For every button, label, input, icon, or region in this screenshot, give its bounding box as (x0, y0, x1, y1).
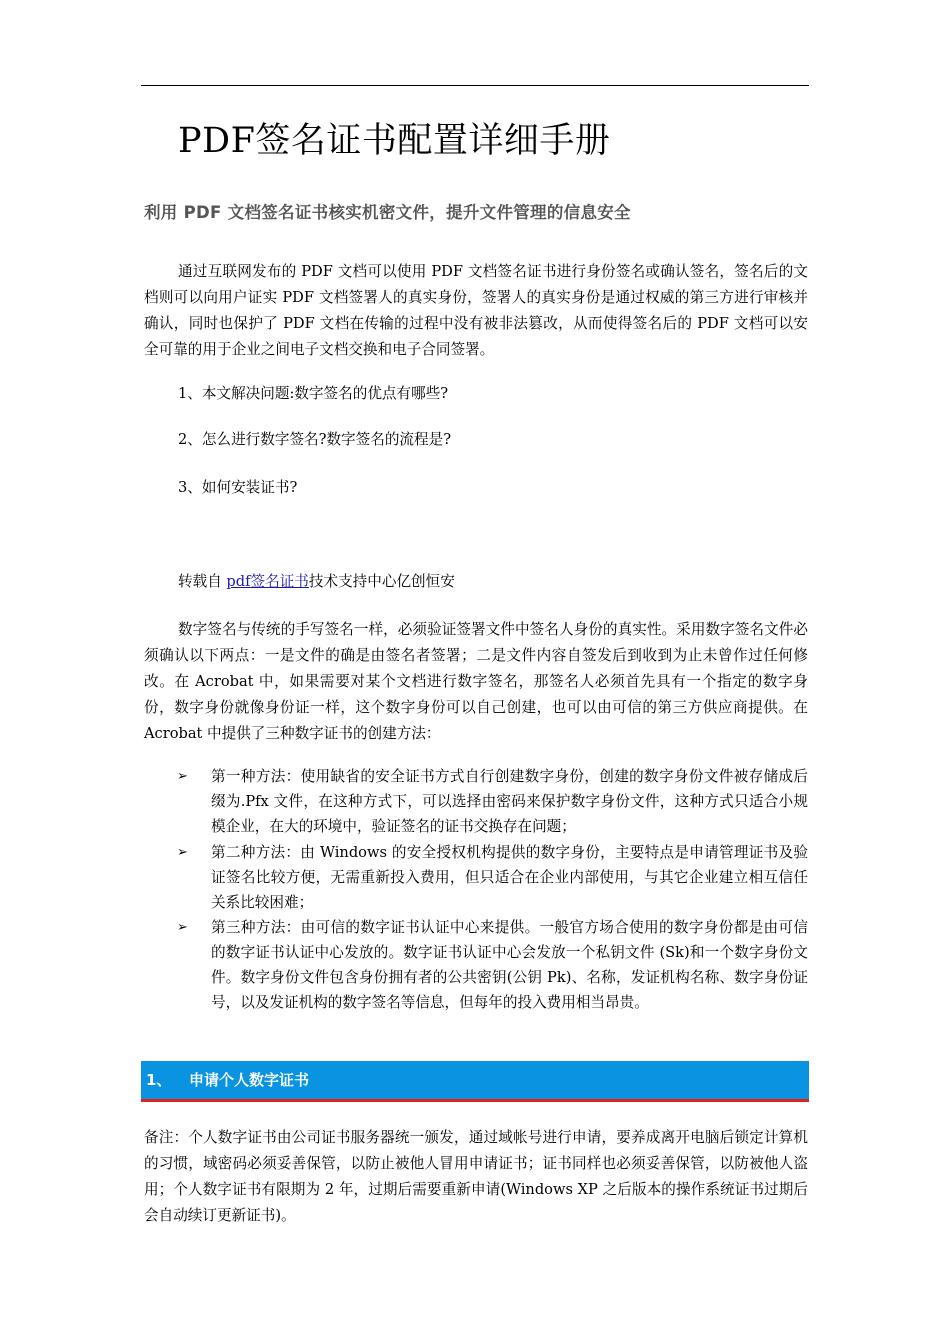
method-text-2: 第二种方法：由 Windows 的安全授权机构提供的数字身份，主要特点是申请管理证书及验证签名比较方便，无需重新投入费用，但只适合在企业内部使用，与其它企业建立相互信任关系比较困难； (211, 844, 808, 911)
method-item-1 (177, 764, 808, 839)
arrow-bullet-icon: ➢ (177, 845, 188, 860)
question-3: 3、如何安装证书? (178, 479, 298, 496)
section-number: 1、 (146, 1071, 172, 1089)
source-link[interactable]: pdf签名证书 (226, 573, 309, 590)
body-paragraph: 数字签名与传统的手写签名一样，必须验证签署文件中签名人身份的真实性。采用数字签名文件必须确认以下两点：一是文件的确是由签名者签署；二是文件内容自签发后到收到为止未曾作过任何修改。在 Acrobat 中，如果需要对某个文档进行数字签名，那签名人必须首先具有一个指定的数字身份，数字身份就像身份证一样，这个数字身份可以自己创建，也可以由可信的第三方供应商提供。在 Acrobat 中提供了三种数字证书的创建方法： (144, 621, 808, 742)
method-text-1: 第一种方法：使用缺省的安全证书方式自行创建数字身份，创建的数字身份文件被存储成后缀为.Pfx 文件，在这种方式下，可以选择由密码来保护数字身份文件，这种方式只适合小规模企业，在大的环境中，验证签名的证书交换存在问题； (211, 768, 808, 835)
section-title: 申请个人数字证书 (189, 1071, 310, 1089)
method-item-3 (177, 915, 808, 1015)
source-suffix: 技术支持中心亿创恒安 (308, 573, 455, 590)
question-2: 2、怎么进行数字签名?数字签名的流程是? (178, 431, 452, 448)
note-paragraph: 备注：个人数字证书由公司证书服务器统一颁发，通过域帐号进行申请，要养成离开电脑后锁定计算机的习惯，域密码必须妥善保管，以防止被他人冒用申请证书；证书同样也必须妥善保管，以防被他人盗用；个人数字证书有限期为 2 年，过期后需要重新申请(Windows XP 之后版本的操作系统证书过期后会自动续订更新证书)。 (144, 1129, 808, 1224)
arrow-bullet-icon: ➢ (177, 769, 188, 784)
source-prefix: 转载自 (178, 573, 227, 590)
document-subtitle: 利用 PDF 文档签名证书核实机密文件，提升文件管理的信息安全 (144, 203, 631, 222)
header-rule (141, 85, 809, 86)
section-heading-bar (141, 1061, 809, 1102)
method-text-3: 第三种方法：由可信的数字证书认证中心来提供。一般官方场合使用的数字身份都是由可信的数字证书认证中心发放的。数字证书认证中心会发放一个私钥文件 (Sk)和一个数字身份文件。数字身份文件包含身份拥有者的公共密钥(公钥 Pk)、名称，发证机构名称、数字身份证号，以及发证机构的数字签名等信息，但每年的投入费用相当昂贵。 (211, 919, 808, 1011)
intro-paragraph: 通过互联网发布的 PDF 文档可以使用 PDF 文档签名证书进行身份签名或确认签名，签名后的文档则可以向用户证实 PDF 文档签署人的真实身份，签署人的真实身份是通过权威的第三方进行审核并确认，同时也保护了 PDF 文档在传输的过程中没有被非法篡改，从而使得签名后的 PDF 文档可以安全可靠的用于企业之间电子文档交换和电子合同签署。 (144, 263, 808, 358)
document-title: PDF签名证书配置详细手册 (178, 121, 611, 161)
question-1: 1、本文解决问题:数字签名的优点有哪些? (178, 385, 449, 402)
method-item-2 (177, 840, 808, 915)
source-line (178, 569, 455, 595)
arrow-bullet-icon: ➢ (177, 920, 188, 935)
